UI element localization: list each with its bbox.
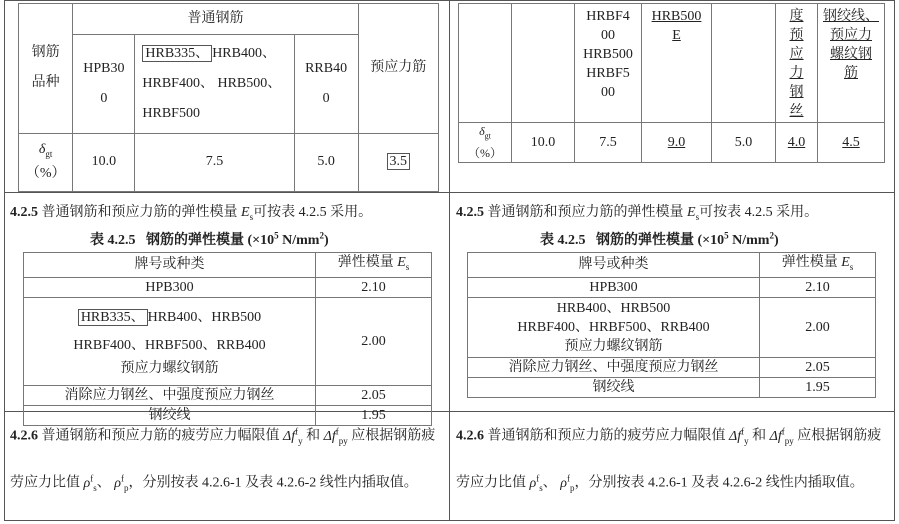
es-symbol bbox=[841, 255, 853, 270]
clause-text: 应根据钢筋疲劳应力比值 bbox=[10, 428, 436, 492]
delta-char: δ bbox=[38, 142, 46, 158]
rho-s-symbol bbox=[529, 473, 543, 493]
caption-unit bbox=[247, 230, 329, 248]
hrb-line-1 bbox=[142, 39, 293, 69]
grade-cell: HPB300 bbox=[468, 277, 760, 297]
clause-text-after: 可按表 4.2.5 采用。 bbox=[253, 205, 373, 220]
unit-part: N/mm bbox=[278, 233, 320, 248]
sym-sub: s bbox=[539, 482, 543, 493]
right-elongation-table bbox=[458, 3, 885, 163]
modulus-cell: 2.00 bbox=[316, 297, 432, 385]
clause-number: 4.2.6 bbox=[10, 428, 38, 444]
value-cell: 4.5 bbox=[818, 123, 885, 163]
es-symbol bbox=[687, 205, 699, 220]
header-line: 钢 bbox=[789, 85, 804, 100]
unit-part: (×10 bbox=[697, 233, 725, 248]
rrb-header-cell bbox=[294, 35, 358, 134]
rho-s-symbol bbox=[83, 473, 97, 493]
delta-char: δ bbox=[479, 124, 485, 139]
modulus-cell: 2.05 bbox=[316, 385, 432, 405]
hrb500e-header-cell bbox=[642, 4, 712, 123]
value-cell: 5.0 bbox=[712, 123, 776, 163]
left-table-caption bbox=[90, 229, 329, 249]
caption-unit bbox=[697, 230, 779, 248]
unit-part: N/mm bbox=[728, 233, 770, 248]
es-sub: s bbox=[849, 261, 854, 272]
left-clause-4-2-6 bbox=[10, 412, 444, 507]
delta-symbol bbox=[19, 140, 72, 164]
hpb-header-cell bbox=[73, 35, 135, 134]
grade-cell bbox=[468, 297, 760, 357]
sym-char: ρ bbox=[529, 476, 537, 492]
header-line: HRB500 bbox=[583, 47, 633, 62]
revision-box: HRB335、 bbox=[142, 45, 212, 62]
revision-box: HRB335、 bbox=[78, 309, 148, 326]
grade-cell: 消除应力钢丝、中强度预应力钢丝 bbox=[468, 357, 760, 377]
clause-text: 应根据钢筋疲劳应力比值 bbox=[456, 428, 882, 492]
sym-char: Δf bbox=[323, 428, 336, 444]
es-char: E bbox=[241, 205, 250, 220]
hpb-line-1: HPB30 bbox=[83, 60, 125, 76]
row-header-cell bbox=[19, 4, 73, 134]
header-line: E bbox=[672, 28, 681, 43]
es-char: E bbox=[397, 255, 406, 270]
caption-title: 钢筋的弹性模量 bbox=[146, 233, 244, 248]
unit-part: (×10 bbox=[247, 233, 275, 248]
right-clause-4-2-6 bbox=[456, 412, 890, 507]
hpb-line-2: 0 bbox=[100, 90, 108, 106]
header-line: 丝 bbox=[789, 104, 804, 119]
grade-line-1: HRB400、HRB500 bbox=[556, 300, 671, 316]
header-line: 力 bbox=[789, 66, 804, 81]
modulus-cell: 2.10 bbox=[316, 277, 432, 297]
sym-sub: py bbox=[338, 435, 348, 446]
clause-text-after: 可按表 4.2.5 采用。 bbox=[699, 205, 819, 220]
prestress-header-cell bbox=[358, 4, 438, 134]
revision-box: 3.5 bbox=[387, 153, 411, 170]
header-modulus bbox=[760, 253, 876, 278]
hrbf-header-cell bbox=[575, 4, 642, 123]
header-line: 00 bbox=[601, 85, 615, 100]
delta-fy-symbol bbox=[729, 426, 749, 446]
es-symbol bbox=[397, 255, 409, 270]
clause-text: ，分别按表 4.2.6-1 及表 4.2.6-2 线性内插取值。 bbox=[128, 476, 418, 492]
value-cell: 9.0 bbox=[642, 123, 712, 163]
header-grade: 牌号或种类 bbox=[24, 253, 316, 278]
delta-fpy-symbol bbox=[323, 426, 348, 446]
hrb-header-cell bbox=[135, 35, 294, 134]
clause-text: 普通钢筋和预应力筋的疲劳应力幅限值 bbox=[487, 428, 726, 444]
es-sub: s bbox=[695, 211, 700, 222]
left-clause-4-2-5 bbox=[10, 201, 372, 222]
grade-cell bbox=[24, 297, 316, 385]
modulus-cell: 2.00 bbox=[760, 297, 876, 357]
clause-text: 普通钢筋和预应力筋的弹性模量 bbox=[487, 205, 684, 220]
sym-sub: p bbox=[123, 482, 129, 493]
header-modulus-text: 弹性模量 bbox=[781, 255, 838, 270]
empty-cell bbox=[459, 4, 512, 123]
column-divider bbox=[449, 0, 450, 521]
unit-part: ) bbox=[773, 233, 779, 248]
hrb-line-1-rest: HRB400、 bbox=[212, 45, 276, 61]
grade-cell: 钢绞线 bbox=[24, 405, 316, 425]
group-header-cell bbox=[73, 4, 358, 35]
right-clause-4-2-5 bbox=[456, 201, 818, 222]
clause-number: 4.2.6 bbox=[456, 428, 484, 444]
unit-exp: 2 bbox=[769, 230, 774, 241]
delta-unit: （%） bbox=[25, 166, 66, 182]
grade-line-2: HRBF400、HRBF500、RRB400 bbox=[517, 319, 710, 335]
header-line: 钢绞线、 bbox=[823, 9, 879, 24]
separator: 、 bbox=[96, 476, 111, 492]
value-cell: 4.0 bbox=[776, 123, 818, 163]
sym-sup: f bbox=[741, 426, 745, 436]
header-line: 筋 bbox=[844, 66, 858, 81]
header-grade: 牌号或种类 bbox=[468, 253, 760, 278]
sym-sub: py bbox=[784, 435, 794, 446]
right-modulus-table bbox=[467, 252, 876, 398]
caption-prefix: 表 4.2.5 bbox=[540, 233, 586, 248]
clause-text: 普通钢筋和预应力筋的弹性模量 bbox=[41, 205, 238, 220]
strand-header-cell bbox=[818, 4, 885, 123]
grade-cell: HPB300 bbox=[24, 277, 316, 297]
unit-exp: 2 bbox=[319, 230, 324, 241]
sym-sup: f bbox=[536, 473, 540, 484]
delta-unit: （%） bbox=[468, 145, 502, 160]
sym-sup: f bbox=[335, 426, 339, 436]
row-header: 钢筋品种 bbox=[31, 45, 60, 91]
hrb-line-3: HRBF500 bbox=[142, 105, 200, 121]
delta-label-cell bbox=[459, 123, 512, 163]
sym-char: Δf bbox=[729, 428, 742, 444]
sym-sub: y bbox=[298, 435, 303, 446]
header-line: 预 bbox=[789, 28, 804, 43]
header-line: 螺纹钢 bbox=[830, 47, 872, 62]
unit-part: ) bbox=[323, 233, 329, 248]
sym-sub: p bbox=[569, 482, 575, 493]
delta-label-cell bbox=[19, 133, 73, 191]
es-symbol bbox=[241, 205, 253, 220]
sym-char: Δf bbox=[769, 428, 782, 444]
sym-char: ρ bbox=[560, 476, 567, 492]
header-line: 00 bbox=[601, 28, 615, 43]
group-header: 普通钢筋 bbox=[187, 11, 244, 27]
caption-prefix: 表 4.2.5 bbox=[90, 233, 136, 248]
sym-char: Δf bbox=[283, 428, 296, 444]
modulus-cell: 2.05 bbox=[760, 357, 876, 377]
modulus-cell: 1.95 bbox=[760, 377, 876, 397]
row-divider-1 bbox=[4, 192, 895, 193]
left-modulus-table bbox=[23, 252, 432, 426]
clause-text: 普通钢筋和预应力筋的疲劳应力幅限值 bbox=[41, 428, 280, 444]
caption-title: 钢筋的弹性模量 bbox=[596, 233, 694, 248]
sym-sup: f bbox=[781, 426, 785, 436]
sym-sub: y bbox=[744, 435, 749, 446]
rho-p-symbol bbox=[560, 473, 575, 493]
grade-cell: 钢绞线 bbox=[468, 377, 760, 397]
empty-cell bbox=[512, 4, 575, 123]
header-line: 预应力 bbox=[830, 28, 872, 43]
sym-sup: f bbox=[295, 426, 299, 436]
unit-exp: 5 bbox=[274, 230, 279, 241]
grade-line-1 bbox=[24, 304, 315, 332]
grade-line-3: 预应力螺纹钢筋 bbox=[120, 361, 219, 377]
right-table-caption bbox=[540, 229, 779, 249]
sym-char: ρ bbox=[114, 476, 121, 492]
modulus-cell: 2.10 bbox=[760, 277, 876, 297]
grade-line-3: 预应力螺纹钢筋 bbox=[564, 338, 663, 354]
modulus-cell: 1.95 bbox=[316, 405, 432, 425]
clause-text: ，分别按表 4.2.6-1 及表 4.2.6-2 线性内插取值。 bbox=[574, 476, 864, 492]
sym-sup: f bbox=[120, 473, 124, 484]
rho-p-symbol bbox=[114, 473, 129, 493]
es-sub: s bbox=[249, 211, 254, 222]
header-modulus-text: 弹性模量 bbox=[337, 255, 394, 270]
sym-sup: f bbox=[90, 473, 94, 484]
wire-header-cell bbox=[776, 4, 818, 123]
grade-cell: 消除应力钢丝、中强度预应力钢丝 bbox=[24, 385, 316, 405]
value-cell: 7.5 bbox=[575, 123, 642, 163]
clause-number: 4.2.5 bbox=[10, 205, 38, 220]
header-line: 应 bbox=[789, 47, 804, 62]
unit-exp: 5 bbox=[724, 230, 729, 241]
header-line: 度 bbox=[789, 9, 804, 24]
and-text: 和 bbox=[752, 428, 767, 444]
rrb-line-1: RRB40 bbox=[305, 60, 348, 76]
value-cell: 10.0 bbox=[512, 123, 575, 163]
value-cell: 5.0 bbox=[294, 133, 358, 191]
and-text: 和 bbox=[306, 428, 321, 444]
rrb-line-2: 0 bbox=[322, 90, 330, 106]
grade-line-1-rest: HRB400、HRB500 bbox=[147, 310, 262, 326]
left-elongation-table bbox=[18, 3, 439, 192]
es-char: E bbox=[687, 205, 696, 220]
delta-fy-symbol bbox=[283, 426, 303, 446]
delta-sub: gt bbox=[45, 149, 53, 160]
header-line: HRBF4 bbox=[586, 9, 630, 24]
delta-symbol bbox=[459, 123, 511, 144]
grade-line-2: HRBF400、HRBF500、RRB400 bbox=[73, 338, 266, 354]
value-cell: 7.5 bbox=[135, 133, 294, 191]
empty-cell bbox=[712, 4, 776, 123]
es-char: E bbox=[841, 255, 850, 270]
hrb-line-2: HRBF400、 HRB500、 bbox=[142, 75, 282, 91]
delta-sub: gt bbox=[484, 131, 491, 141]
sym-sub: s bbox=[93, 482, 97, 493]
header-modulus bbox=[316, 253, 432, 278]
es-sub: s bbox=[405, 261, 410, 272]
clause-number: 4.2.5 bbox=[456, 205, 484, 220]
value-cell bbox=[358, 133, 438, 191]
sym-char: ρ bbox=[83, 476, 91, 492]
header-line: HRB500 bbox=[651, 9, 702, 24]
value-cell: 10.0 bbox=[73, 133, 135, 191]
delta-fpy-symbol bbox=[769, 426, 794, 446]
prestress-header: 预应力筋 bbox=[370, 60, 427, 76]
header-line: HRBF5 bbox=[586, 66, 630, 81]
separator: 、 bbox=[542, 476, 557, 492]
sym-sup: f bbox=[566, 473, 570, 484]
